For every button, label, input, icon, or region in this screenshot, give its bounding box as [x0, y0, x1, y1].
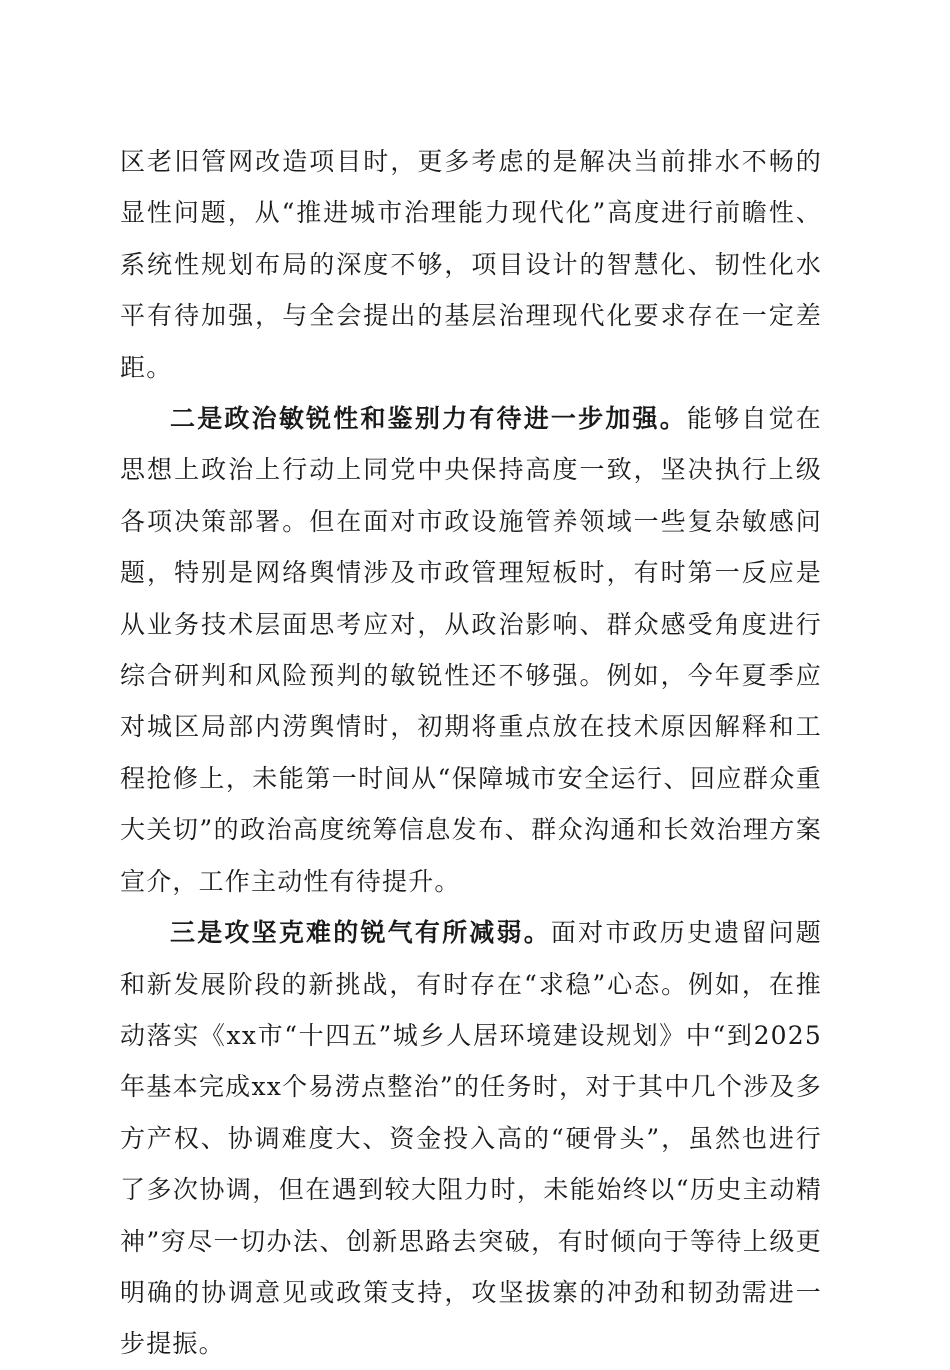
- paragraph-text: 能够自觉在思想上政治上行动上同党中央保持高度一致，坚决执行上级各项决策部署。但在面对市政设施管养领域一些复杂敏感问题，特别是网络舆情涉及市政管理短板时，有时第一反应是从业务技术层面思考应对，从政治影响、群众感受角度进行综合研判和风险预判的敏锐性还不够强。例如，今年夏季应对城区局部内涝舆情时，初期将重点放在技术原因解释和工程抢修上，未能第一时间从“保障城市安全运行、回应群众重大关切”的政治高度统筹信息发布、群众沟通和长效治理方案宣介，工作主动性有待提升。: [120, 404, 822, 896]
- paragraph-heading: 二是政治敏锐性和鉴别力有待进一步加强。: [170, 404, 687, 434]
- paragraph-text: 面对市政历史遗留问题和新发展阶段的新挑战，有时存在“求稳”心态。例如，在推动落实《xx市“十四五”城乡人居环境建设规划》中“到2025年基本完成xx个易涝点整治”的任务时，对于其中几个涉及多方产权、协调难度大、资金投入高的“硬骨头”，虽然也进行了多次协调，但在遇到较大阻力时，未能始终以“历史主动精神”穷尽一切办法、创新思路去突破，有时倾向于等待上级更明确的协调意见或政策支持，攻坚拔寨的冲劲和韧劲需进一步提振。: [120, 918, 822, 1359]
- paragraph-text: 区老旧管网改造项目时，更多考虑的是解决当前排水不畅的显性问题，从“推进城市治理能力现代化”高度进行前瞻性、系统性规划布局的深度不够，项目设计的智慧化、韧性化水平有待加强，与全会提出的基层治理现代化要求存在一定差距。: [120, 147, 822, 382]
- paragraph-tackling-difficulties: [120, 907, 822, 1370]
- paragraph-continued: [120, 136, 822, 393]
- paragraph-political-sensitivity: [120, 393, 822, 907]
- paragraph-heading: 三是攻坚克难的锐气有所减弱。: [170, 918, 551, 948]
- document-body: [120, 136, 822, 1370]
